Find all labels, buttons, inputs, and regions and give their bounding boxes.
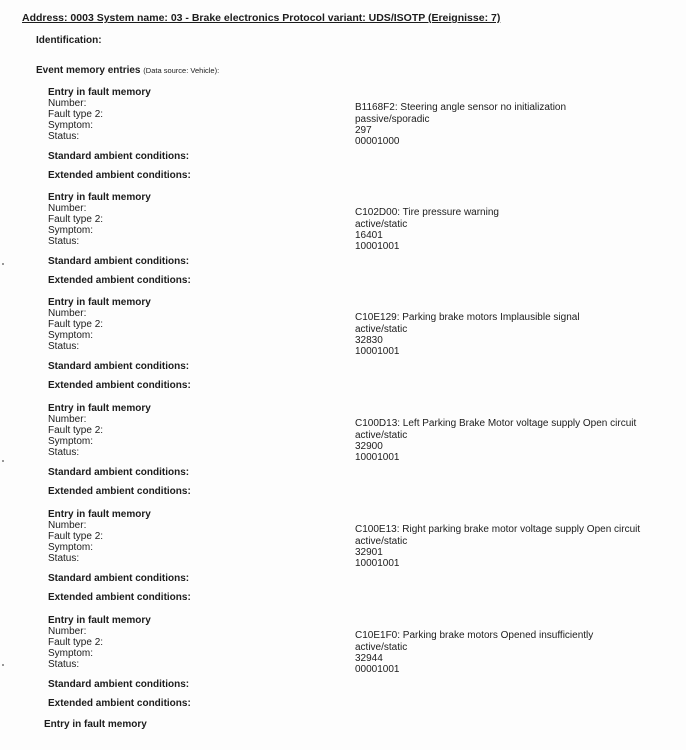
symptom-label: Symptom:	[48, 648, 94, 659]
entry-title: Entry in fault memory	[48, 403, 151, 414]
symptom-value: 16401	[355, 230, 383, 241]
fault-code-value: C100E13: Right parking brake motor voltage supply Open circuit	[355, 524, 641, 535]
entry-title: Entry in fault memory	[48, 297, 151, 308]
status-value: 10001001	[355, 241, 400, 252]
status-label: Status:	[48, 236, 80, 247]
extended-conditions-label: Extended ambient conditions:	[48, 698, 191, 709]
number-label: Number:	[48, 203, 87, 214]
standard-conditions-label: Standard ambient conditions:	[48, 573, 190, 584]
extended-conditions-label: Extended ambient conditions:	[48, 275, 191, 286]
fault-type-value: passive/sporadic	[355, 114, 430, 125]
extended-conditions-label: Extended ambient conditions:	[48, 486, 191, 497]
standard-conditions-label: Standard ambient conditions:	[48, 361, 190, 372]
entry-title: Entry in fault memory	[44, 719, 147, 730]
fault-type-label: Fault type 2:	[48, 109, 104, 120]
standard-conditions-label: Standard ambient conditions:	[48, 256, 190, 267]
fault-type-label: Fault type 2:	[48, 637, 104, 648]
number-label: Number:	[48, 520, 87, 531]
fault-code-value: C10E129: Parking brake motors Implausible signal	[355, 312, 580, 323]
status-value: 10001001	[355, 452, 400, 463]
fault-type-label: Fault type 2:	[48, 531, 104, 542]
status-label: Status:	[48, 447, 80, 458]
data-source-note: (Data source: Vehicle):	[143, 66, 220, 75]
number-label: Number:	[48, 308, 87, 319]
fault-type-value: active/static	[355, 536, 408, 547]
symptom-label: Symptom:	[48, 120, 94, 131]
standard-conditions-label: Standard ambient conditions:	[48, 467, 190, 478]
symptom-label: Symptom:	[48, 225, 94, 236]
fault-code-value: C102D00: Tire pressure warning	[355, 207, 499, 218]
status-value: 10001001	[355, 558, 400, 569]
scan-speck	[2, 664, 4, 666]
symptom-label: Symptom:	[48, 542, 94, 553]
fault-code-value: C100D13: Left Parking Brake Motor voltage supply Open circuit	[355, 418, 637, 429]
identification-label: Identification:	[36, 35, 102, 46]
entry-title: Entry in fault memory	[48, 87, 151, 98]
document-header: Address: 0003 System name: 03 - Brake electronics Protocol variant: UDS/ISOTP (Ereignisse: 7)	[22, 12, 501, 24]
symptom-value: 32944	[355, 653, 383, 664]
symptom-label: Symptom:	[48, 330, 94, 341]
scan-speck	[2, 460, 4, 462]
status-value: 10001001	[355, 346, 400, 357]
fault-type-label: Fault type 2:	[48, 214, 104, 225]
extended-conditions-label: Extended ambient conditions:	[48, 592, 191, 603]
fault-code-value: B1168F2: Steering angle sensor no initialization	[355, 102, 567, 113]
fault-code-value: C10E1F0: Parking brake motors Opened insufficiently	[355, 630, 594, 641]
number-label: Number:	[48, 626, 87, 637]
entry-title: Entry in fault memory	[48, 509, 151, 520]
status-value: 00001000	[355, 136, 400, 147]
symptom-value: 32830	[355, 335, 383, 346]
standard-conditions-label: Standard ambient conditions:	[48, 151, 190, 162]
symptom-value: 32900	[355, 441, 383, 452]
entry-title: Entry in fault memory	[48, 192, 151, 203]
number-label: Number:	[48, 414, 87, 425]
event-memory-label: Event memory entries	[36, 65, 141, 76]
fault-type-label: Fault type 2:	[48, 425, 104, 436]
status-label: Status:	[48, 553, 80, 564]
fault-type-value: active/static	[355, 324, 408, 335]
status-label: Status:	[48, 659, 80, 670]
fault-type-label: Fault type 2:	[48, 319, 104, 330]
extended-conditions-label: Extended ambient conditions:	[48, 380, 191, 391]
fault-type-value: active/static	[355, 430, 408, 441]
symptom-value: 297	[355, 125, 372, 136]
status-label: Status:	[48, 341, 80, 352]
status-label: Status:	[48, 131, 80, 142]
number-label: Number:	[48, 98, 87, 109]
entry-title: Entry in fault memory	[48, 615, 151, 626]
fault-type-value: active/static	[355, 642, 408, 653]
fault-type-value: active/static	[355, 219, 408, 230]
standard-conditions-label: Standard ambient conditions:	[48, 679, 190, 690]
symptom-label: Symptom:	[48, 436, 94, 447]
symptom-value: 32901	[355, 547, 383, 558]
scan-speck	[2, 263, 4, 265]
event-memory-heading	[36, 65, 219, 76]
status-value: 00001001	[355, 664, 400, 675]
extended-conditions-label: Extended ambient conditions:	[48, 170, 191, 181]
